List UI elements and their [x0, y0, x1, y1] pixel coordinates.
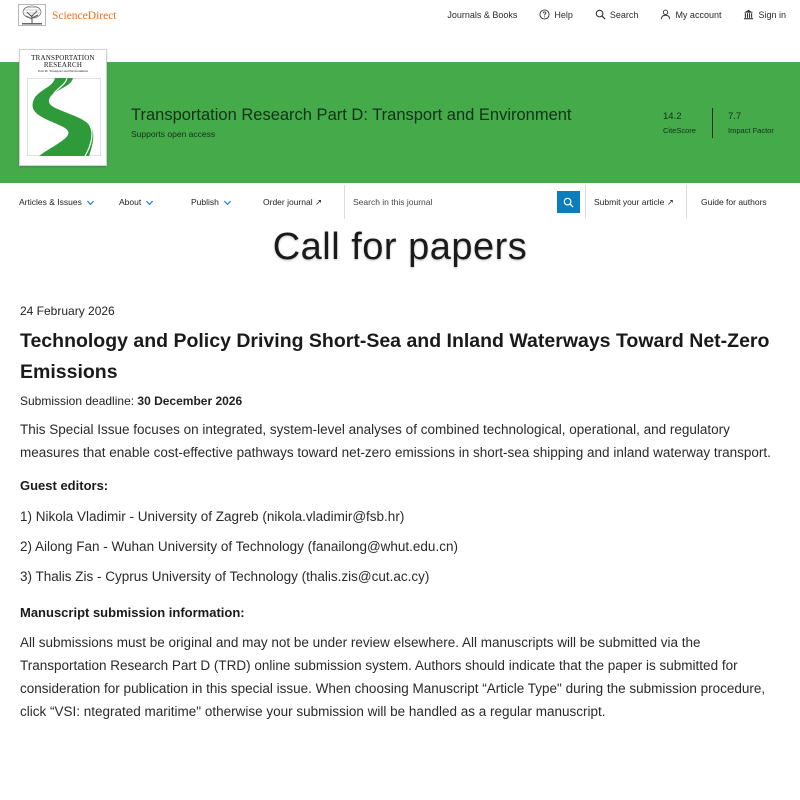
guest-editors-heading: Guest editors: [20, 478, 109, 493]
deadline-label: Submission deadline: [20, 394, 138, 408]
nav-articles-issues[interactable] [19, 197, 95, 207]
cover-road-icon [27, 78, 101, 156]
journals-books-link[interactable] [447, 10, 517, 20]
nav-publish[interactable] [191, 197, 232, 207]
search-icon [563, 197, 574, 208]
deadline-value: 30 December 2026 [137, 394, 243, 408]
editor-item: 1) Nikola Vladimir - University of Zagreb (nikola.vladimir@fsb.hr) [20, 509, 405, 524]
impact-factor-label: Impact Factor [728, 126, 774, 135]
nav-submit-label: Submit your article ↗ [594, 197, 674, 207]
nav-guide-label: Guide for authors [701, 197, 767, 207]
call-for-papers-content [20, 304, 790, 723]
help-label: Help [554, 9, 573, 20]
chevron-down-icon [86, 198, 95, 207]
cover-title-line-1: TRANSPORTATION [31, 54, 95, 62]
chevron-down-icon [145, 198, 154, 207]
nav-publish-label: Publish [191, 197, 219, 207]
journal-search [344, 185, 586, 219]
sign-in-label: Sign in [758, 9, 786, 20]
search-link[interactable] [595, 9, 639, 20]
manuscript-info-heading: Manuscript submission information: [20, 605, 245, 620]
publish-date: 24 February 2026 [20, 304, 115, 318]
chevron-down-icon [223, 198, 232, 207]
editor-item: 3) Thalis Zis - Cyprus University of Technology (thalis.zis@cut.ac.cy) [20, 569, 430, 584]
help-link[interactable] [539, 9, 573, 20]
special-issue-title: Technology and Policy Driving Short-Sea and Inland Waterways Toward Net-Zero Emissions [20, 330, 770, 383]
citescore-metric[interactable] [663, 111, 696, 135]
cover-title-line-2: RESEARCH [43, 61, 83, 69]
nav-order-label: Order journal ↗ [263, 197, 323, 207]
sign-in-link[interactable] [743, 9, 786, 20]
nav-order-journal[interactable] [263, 197, 322, 208]
journal-cover[interactable] [19, 49, 107, 166]
special-issue-description: This Special Issue focuses on integrated, system-level analyses of combined technological, operational, and regulatory measures that enable cost-effective pathways toward net-zero emissions in short-sea shipping and inland waterway transport. [20, 422, 771, 460]
metric-divider [712, 108, 713, 138]
journal-nav [0, 185, 800, 219]
my-account-label: My account [675, 9, 722, 20]
nav-divider [686, 185, 687, 219]
citescore-label: CiteScore [663, 126, 696, 135]
brand-name: ScienceDirect [52, 10, 117, 22]
top-links [425, 9, 786, 20]
nav-guide-authors[interactable] [701, 197, 767, 207]
nav-articles-label: Articles & Issues [19, 197, 82, 207]
citescore-value: 14.2 [663, 111, 682, 122]
nav-about[interactable] [119, 197, 154, 207]
journals-books-label: Journals & Books [447, 9, 518, 20]
search-label: Search [609, 9, 639, 20]
sciencedirect-logo[interactable] [18, 4, 117, 26]
page-heading: Call for papers [272, 226, 528, 268]
cover-subtitle: Part D: Transport and Environment [38, 69, 88, 73]
cover-title [20, 55, 106, 69]
nav-about-label: About [119, 197, 142, 207]
top-bar [0, 0, 800, 34]
impact-factor-metric[interactable] [728, 111, 774, 135]
institution-icon [743, 9, 754, 20]
nav-submit-article[interactable] [594, 197, 674, 208]
elsevier-tree-icon [18, 4, 46, 26]
impact-factor-value: 7.7 [728, 111, 742, 122]
journal-search-button[interactable] [557, 191, 580, 213]
journal-title[interactable]: Transportation Research Part D: Transport and Environment [131, 106, 572, 124]
journal-search-input[interactable] [353, 194, 553, 210]
my-account-link[interactable] [660, 9, 721, 20]
help-icon [539, 9, 550, 20]
search-icon [595, 9, 606, 20]
account-icon [660, 9, 671, 20]
open-access-note: Supports open access [131, 129, 216, 139]
manuscript-info-text: All submissions must be original and may not be under review elsewhere. All manuscripts will be submitted via the Transportation Research Part D (TRD) online submission system. Authors should indicate that the paper is submitted for consideration for publication in this special issue. When choosing Manuscript “Article Type" during the submission procedure, click “VSI: ntegrated maritime" otherwise your submission will be handled as a regular manuscript. [20, 635, 766, 719]
editor-item: 2) Ailong Fan - Wuhan University of Technology (fanailong@whut.edu.cn) [20, 539, 458, 554]
submission-deadline [20, 394, 790, 408]
